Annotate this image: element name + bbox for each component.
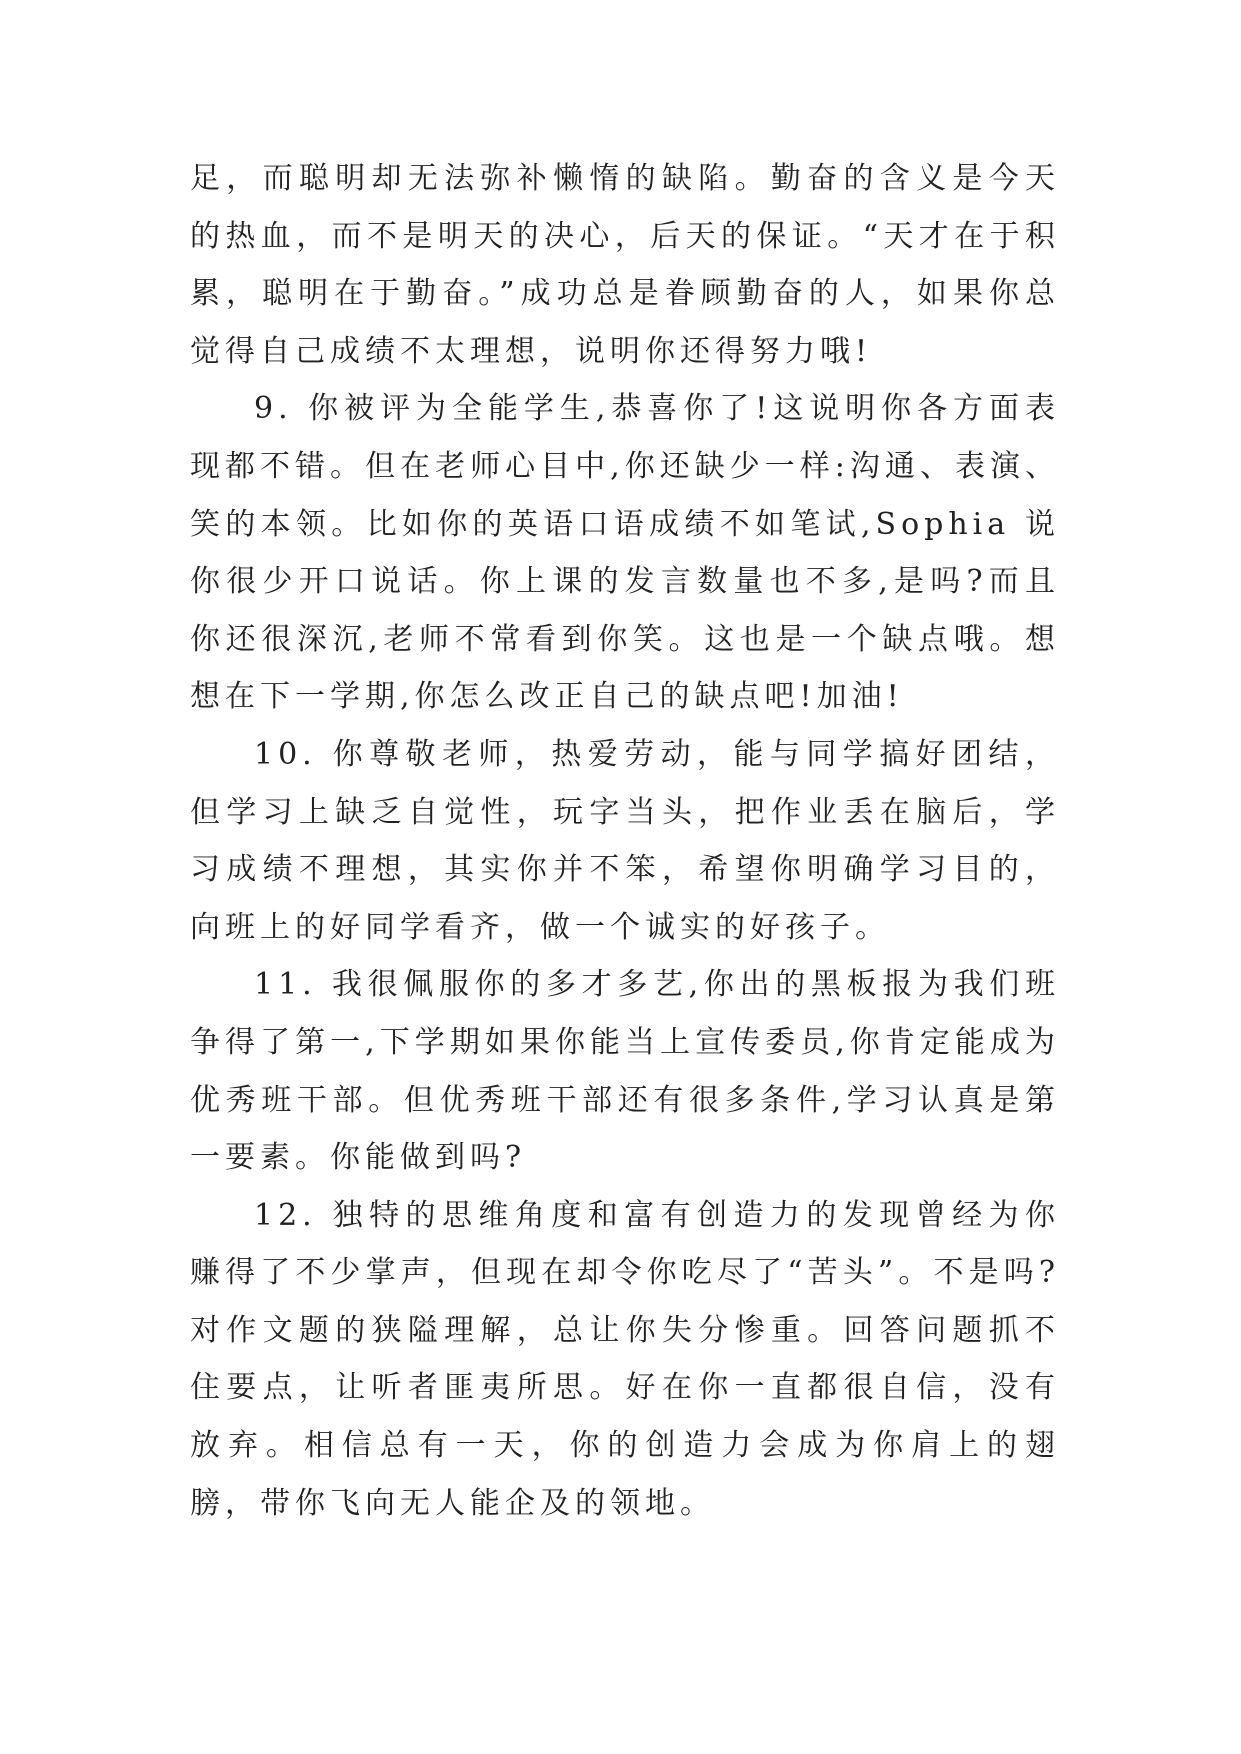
paragraph-item-12: 12. 独特的思维角度和富有创造力的发现曾经为你赚得了不少掌声，但现在却令你吃尽了“苦头”。不是吗?对作文题的狭隘理解，总让你失分惨重。回答问题抓不住要点，让听者匪夷所思。好在你一直都很自信，没有放弃。相信总有一天，你的创造力会成为你肩上的翅膀，带你飞向无人能企及的领地。 bbox=[190, 1197, 1060, 1521]
paragraph-continuation: 足，而聪明却无法弥补懒惰的缺陷。勤奋的含义是今天的热血，而不是明天的决心，后天的保证。“天才在于积累，聪明在于勤奋。”成功总是眷顾勤奋的人，如果你总觉得自己成绩不太理想，说明你还得努力哦! bbox=[190, 161, 1060, 369]
paragraph-item-11: 11. 我很佩服你的多才多艺,你出的黑板报为我们班争得了第一,下学期如果你能当上宣传委员,你肯定能成为优秀班干部。但优秀班干部还有很多条件,学习认真是第一要素。你能做到吗? bbox=[190, 967, 1060, 1176]
document-page bbox=[190, 150, 1060, 1532]
paragraph-item-10: 10. 你尊敬老师，热爱劳动，能与同学搞好团结，但学习上缺乏自觉性，玩字当头，把作业丢在脑后，学习成绩不理想，其实你并不笨，希望你明确学习目的，向班上的好同学看齐，做一个诚实的好孩子。 bbox=[190, 736, 1060, 945]
paragraph-item-9: 9. 你被评为全能学生,恭喜你了!这说明你各方面表现都不错。但在老师心目中,你还缺少一样:沟通、表演、笑的本领。比如你的英语口语成绩不如笔试,Sophia 说你很少开口说话。你上课的发言数量也不多,是吗?而且你还很深沉,老师不常看到你笑。这也是一个缺点哦。想想在下一学期,你怎么改正自己的缺点吧!加油! bbox=[190, 391, 1060, 715]
